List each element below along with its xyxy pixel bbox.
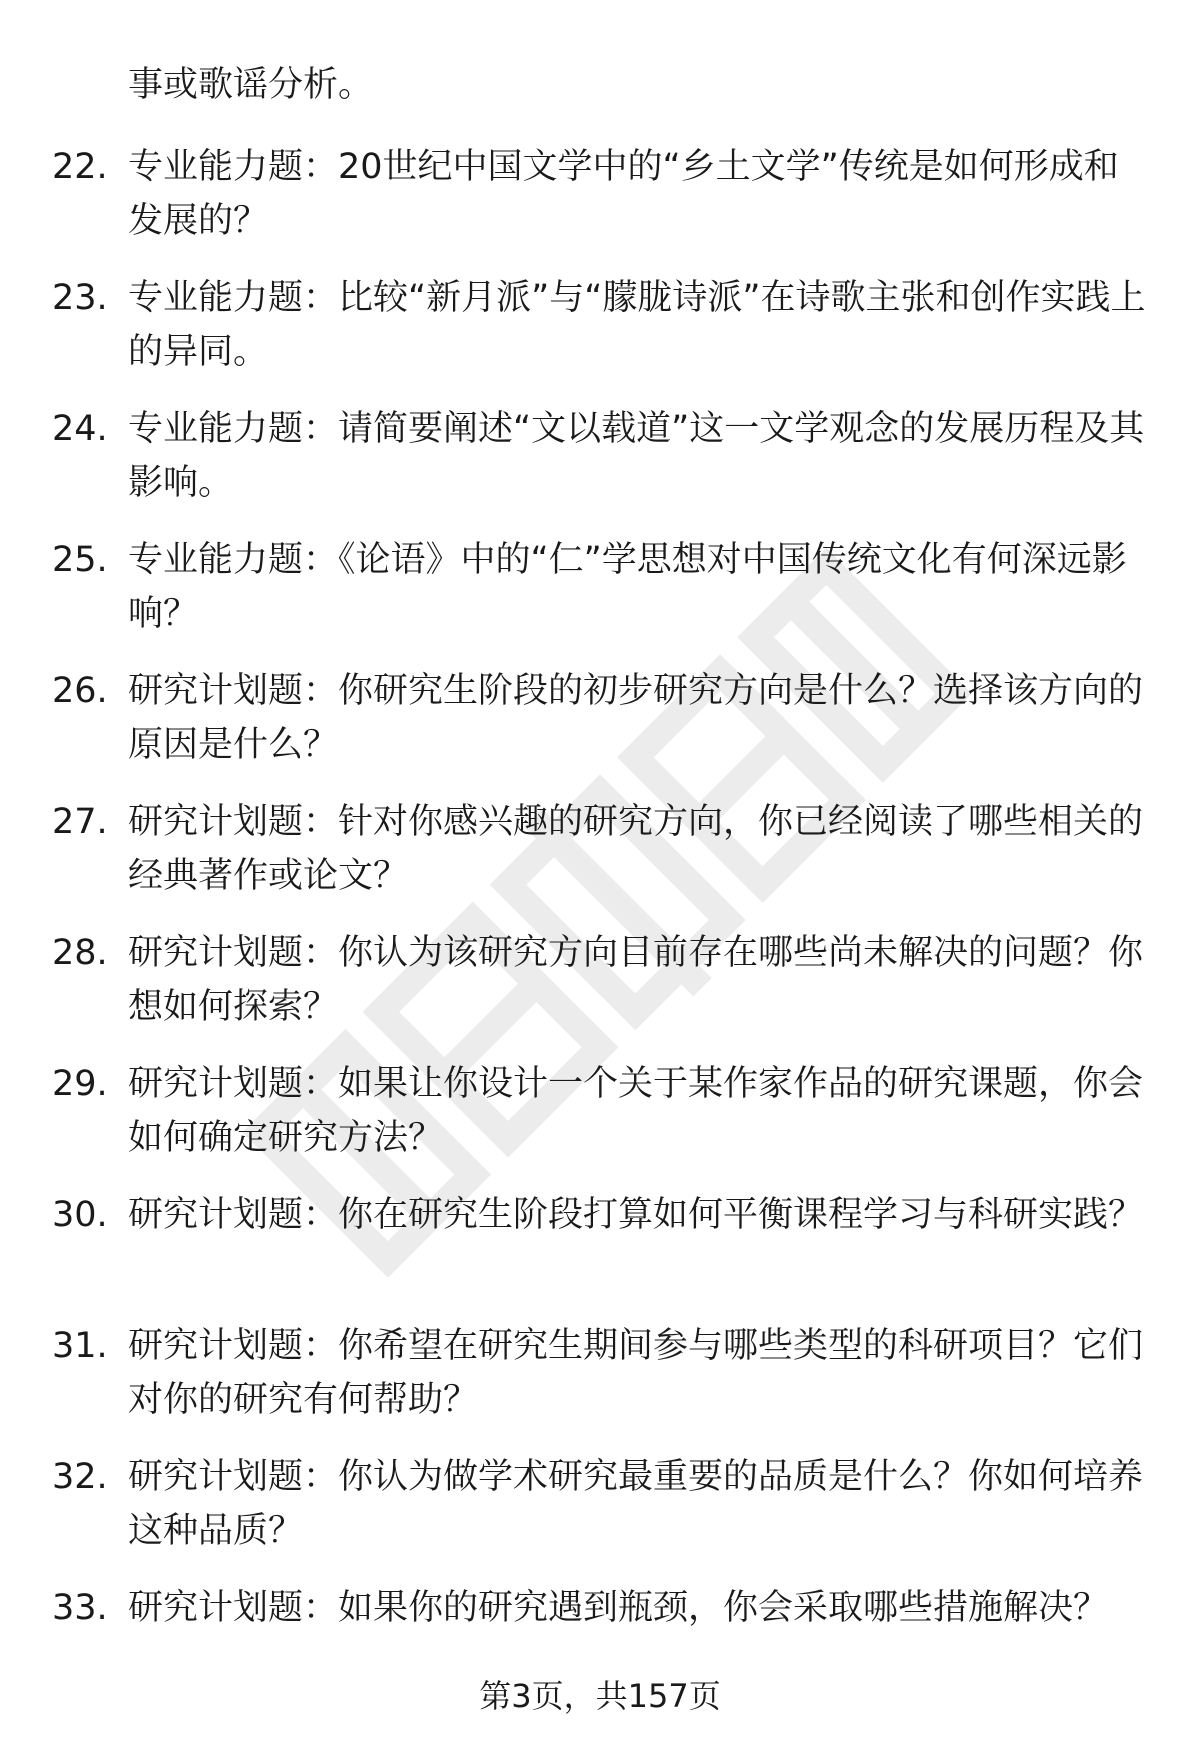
question-item: [0, 533, 1200, 664]
question-number: 28.: [52, 933, 108, 973]
question-text: 研究计划题：你在研究生阶段打算如何平衡课程学习与科研实践？: [128, 1195, 1144, 1235]
question-number: 26.: [52, 671, 108, 711]
question-text: 研究计划题：你认为做学术研究最重要的品质是什么？你如何培养这种品质？: [128, 1457, 1144, 1551]
question-text: 专业能力题：比较“新月派”与“朦胧诗派”在诗歌主张和创作实践上的异同。: [128, 278, 1146, 372]
question-text: 研究计划题：如果让你设计一个关于某作家作品的研究课题，你会如何确定研究方法？: [128, 1064, 1144, 1158]
question-number: 31.: [52, 1326, 108, 1366]
question-text: 研究计划题：针对你感兴趣的研究方向，你已经阅读了哪些相关的经典著作或论文？: [128, 802, 1144, 896]
question-item: [0, 926, 1200, 1057]
page-footer: 第3页，共157页: [479, 1677, 721, 1715]
question-item: [0, 1057, 1200, 1188]
question-number: 25.: [52, 540, 108, 580]
question-text: 研究计划题：如果你的研究遇到瓶颈，你会采取哪些措施解决？: [128, 1588, 1109, 1628]
question-number: 33.: [52, 1588, 108, 1628]
question-number: 30.: [52, 1195, 108, 1235]
continuation-text: 事或歌谣分析。: [128, 65, 374, 105]
question-item: [0, 1188, 1200, 1319]
question-list: [0, 140, 1200, 1712]
question-number: 27.: [52, 802, 108, 842]
question-number: 29.: [52, 1064, 108, 1104]
question-text: 研究计划题：你研究生阶段的初步研究方向是什么？选择该方向的原因是什么？: [128, 671, 1144, 765]
question-item: [0, 402, 1200, 533]
question-number: 24.: [52, 409, 108, 449]
question-item: [0, 271, 1200, 402]
question-number: 32.: [52, 1457, 108, 1497]
question-text: 专业能力题：20世纪中国文学中的“乡土文学”传统是如何形成和发展的？: [128, 147, 1119, 241]
question-item: [0, 795, 1200, 926]
question-text: 专业能力题：请简要阐述“文以载道”这一文学观念的发展历程及其影响。: [128, 409, 1145, 503]
question-text: 研究计划题：你认为该研究方向目前存在哪些尚未解决的问题？你想如何探索？: [128, 933, 1144, 1027]
question-text: 研究计划题：你希望在研究生期间参与哪些类型的科研项目？它们对你的研究有何帮助？: [128, 1326, 1144, 1420]
question-item: [0, 664, 1200, 795]
question-text: 专业能力题：《论语》中的“仁”学思想对中国传统文化有何深远影响？: [128, 540, 1127, 634]
question-item: [0, 1450, 1200, 1581]
question-item: [0, 1319, 1200, 1450]
question-number: 22.: [52, 147, 108, 187]
question-number: 23.: [52, 278, 108, 318]
question-item: [0, 140, 1200, 271]
